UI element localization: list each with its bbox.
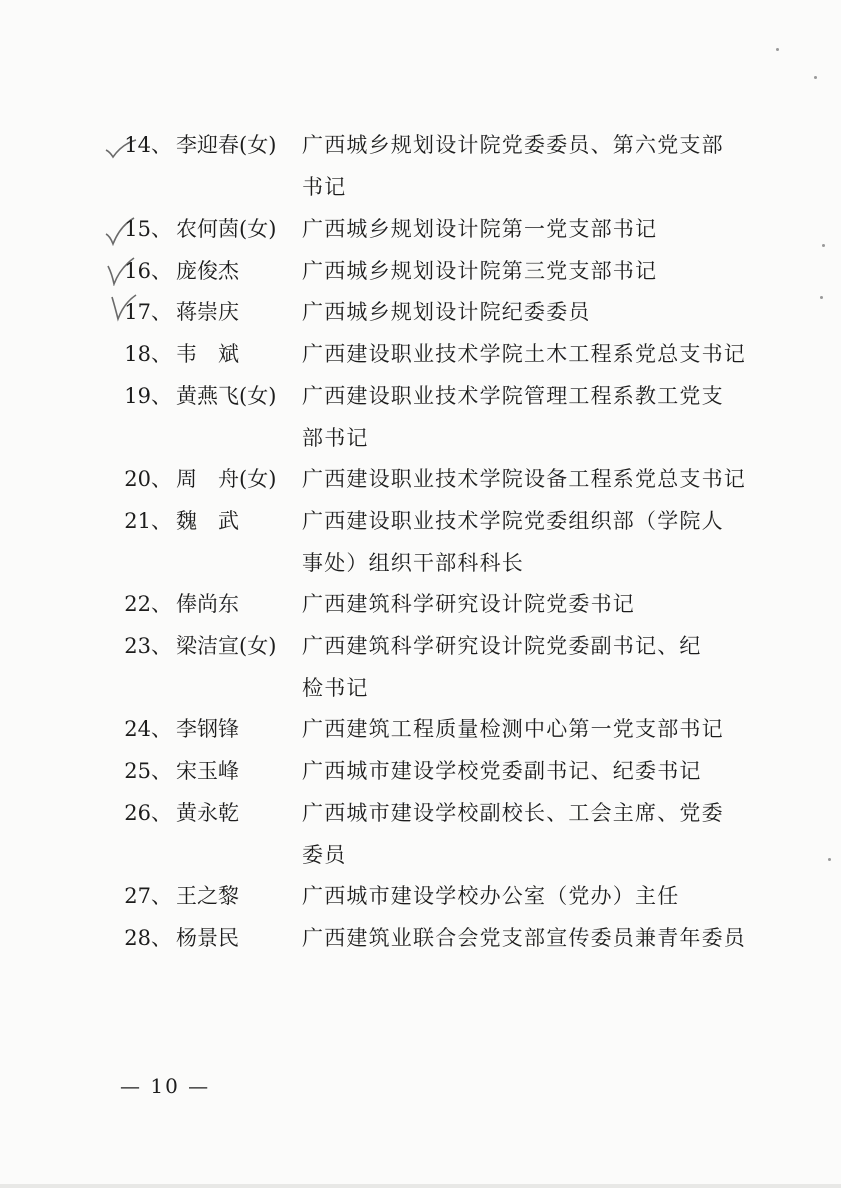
entry-role-line: 广西城乡规划设计院党委委员、第六党支部: [302, 133, 724, 157]
entry-number: 17、: [124, 300, 172, 324]
entry-number: 15、: [124, 217, 172, 241]
entry-number: 18、: [124, 342, 172, 366]
scan-speck: [776, 48, 779, 51]
entry-role: [302, 333, 752, 375]
entry-role: [302, 875, 752, 917]
entry-role: [302, 458, 752, 500]
entry-role-line: 广西建设职业技术学院管理工程系教工党支: [302, 384, 724, 408]
scan-speck: [822, 244, 825, 247]
entry-name: 农何茵(女): [176, 217, 277, 241]
entry-name: 周 舟(女): [176, 467, 277, 491]
entry-role-line: 事处）组织干部科科长: [302, 551, 524, 575]
entry-number: 28、: [124, 926, 172, 950]
entry-role-line: 广西建筑科学研究设计院党委副书记、纪: [302, 634, 702, 658]
entry-name: 杨景民: [176, 926, 239, 950]
entry-number: 21、: [124, 509, 172, 533]
entry-number: 20、: [124, 467, 172, 491]
entry-role: [302, 750, 752, 792]
entry-role: [302, 124, 752, 208]
entry-number: 26、: [124, 801, 172, 825]
entry-role: [302, 583, 752, 625]
entry-role: [302, 208, 752, 250]
entry-number: 24、: [124, 717, 172, 741]
entry-number: 16、: [124, 259, 172, 283]
entry-name: 蒋崇庆: [176, 300, 239, 324]
entry-number: 19、: [124, 384, 172, 408]
entry-number: 23、: [124, 634, 172, 658]
entry-role: [302, 291, 752, 333]
entry-role-line: 部书记: [302, 426, 369, 450]
entry-name: 魏 武: [176, 509, 239, 533]
entry-role-line: 广西建设职业技术学院党委组织部（学院人: [302, 509, 724, 533]
entry-role: [302, 375, 752, 459]
entry-number: 27、: [124, 884, 172, 908]
entry-name: 庞俊杰: [176, 259, 239, 283]
entry-role-line: 委员: [302, 843, 347, 867]
entry-role-line: 广西城市建设学校党委副书记、纪委书记: [302, 759, 702, 783]
entry-role-line: 书记: [302, 175, 347, 199]
entry-role-line: 广西建筑科学研究设计院党委书记: [302, 592, 635, 616]
entry-name: 韦 斌: [176, 342, 239, 366]
entry-name: 梁洁宣(女): [176, 634, 277, 658]
entry-name: 宋玉峰: [176, 759, 239, 783]
scan-speck: [828, 858, 831, 861]
entry-role-line: 广西建设职业技术学院设备工程系党总支书记: [302, 467, 746, 491]
entry-name: 李钢锋: [176, 717, 239, 741]
scan-speck: [820, 296, 823, 299]
entry-role-line: 广西城乡规划设计院第三党支部书记: [302, 259, 658, 283]
entry-number: 14、: [124, 133, 172, 157]
entry-role-line: 广西建设职业技术学院土木工程系党总支书记: [302, 342, 746, 366]
entry-number: 25、: [124, 759, 172, 783]
entry-name: 俸尚东: [176, 592, 239, 616]
entry-role-line: 广西建筑工程质量检测中心第一党支部书记: [302, 717, 724, 741]
entry-role: [302, 917, 752, 959]
entry-role-line: 广西城市建设学校副校长、工会主席、党委: [302, 801, 724, 825]
entry-name: 王之黎: [176, 884, 239, 908]
scan-speck: [814, 76, 817, 79]
entry-role-line: 广西城乡规划设计院第一党支部书记: [302, 217, 658, 241]
entry-name: 李迎春(女): [176, 133, 277, 157]
entry-role-line: 广西城乡规划设计院纪委委员: [302, 300, 591, 324]
entry-number: 22、: [124, 592, 172, 616]
entry-role-line: 广西城市建设学校办公室（党办）主任: [302, 884, 680, 908]
entry-role-line: 检书记: [302, 676, 369, 700]
entry-role-line: 广西建筑业联合会党支部宣传委员兼青年委员: [302, 926, 746, 950]
entry-name: 黄燕飞(女): [176, 384, 277, 408]
entry-role: [302, 792, 752, 876]
page-bottom-edge: [0, 1184, 841, 1188]
entry-role: [302, 250, 752, 292]
entry-role: [302, 625, 752, 709]
page-number: — 10 —: [120, 1074, 211, 1098]
entry-role: [302, 708, 752, 750]
entry-role: [302, 500, 752, 584]
entry-name: 黄永乾: [176, 801, 239, 825]
